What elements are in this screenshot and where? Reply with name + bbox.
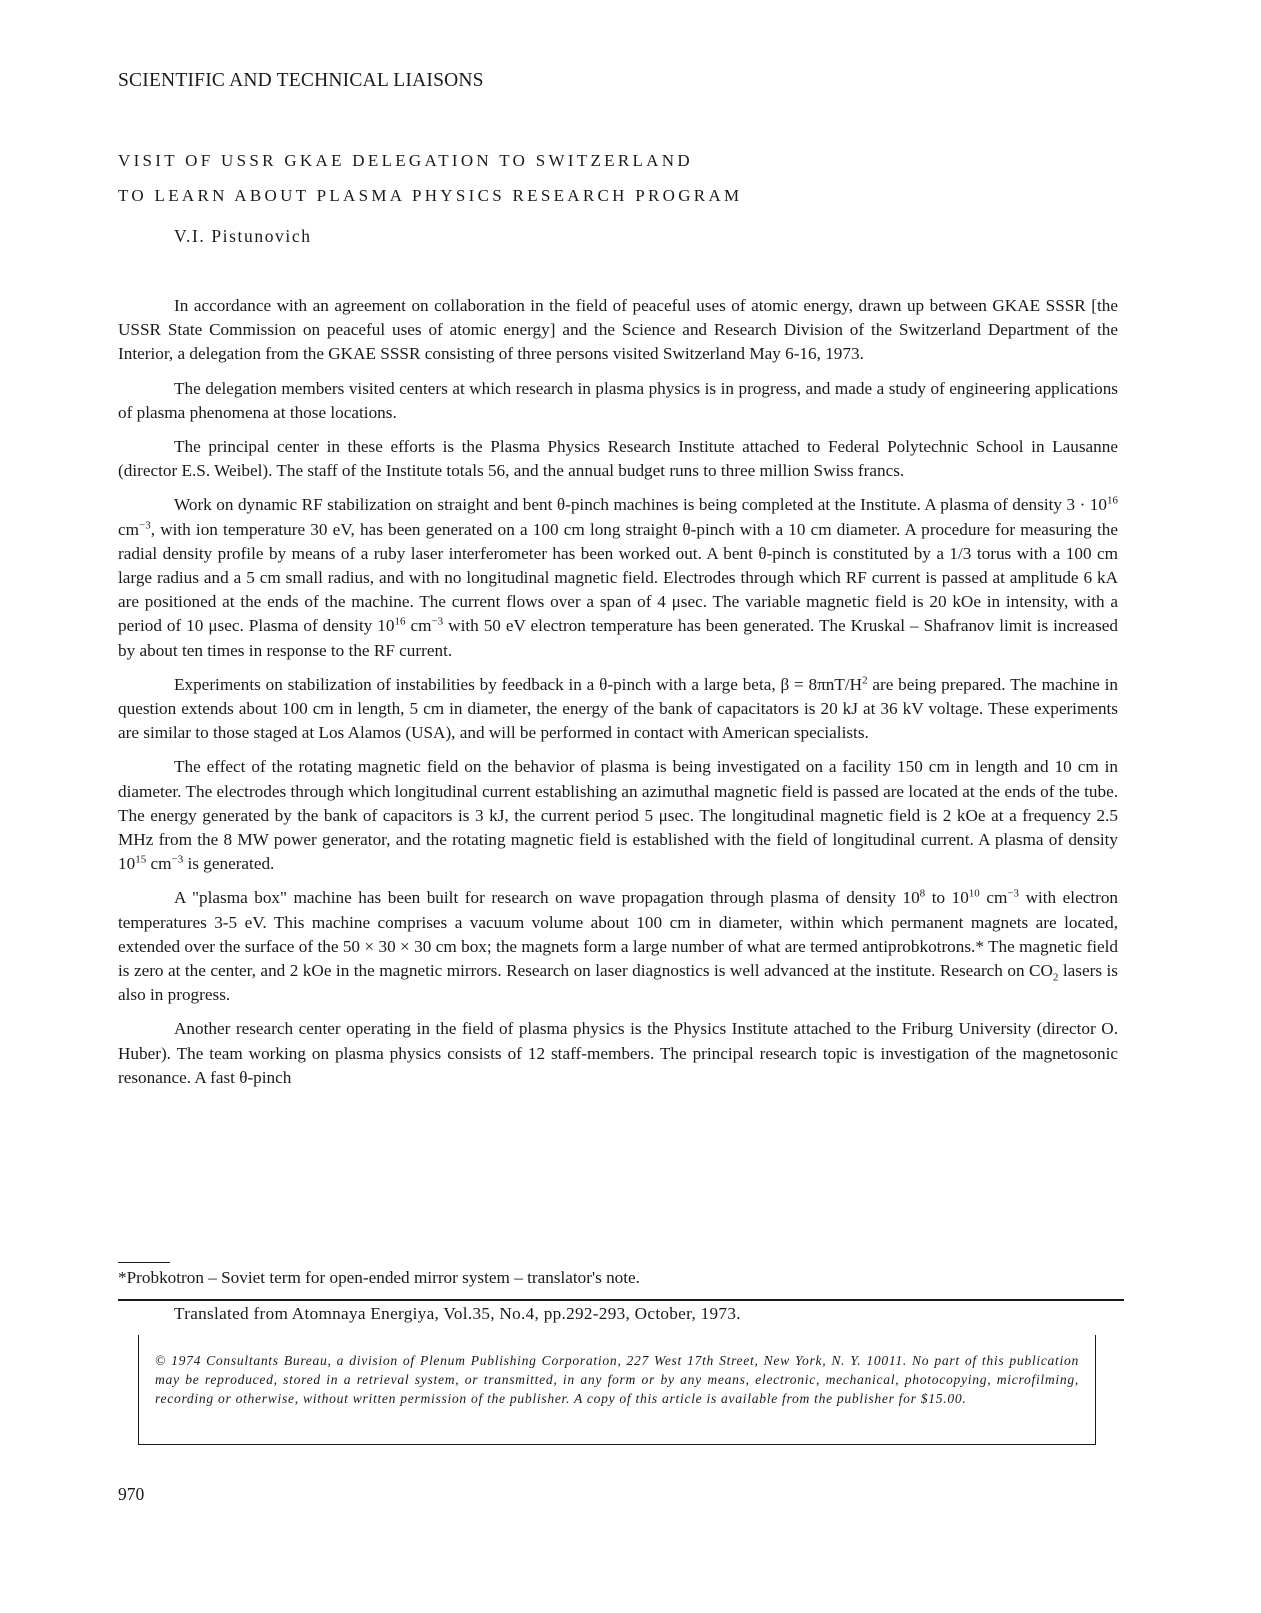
article-title-line-2: TO LEARN ABOUT PLASMA PHYSICS RESEARCH PROGRAM (118, 186, 743, 205)
section-heading: SCIENTIFIC AND TECHNICAL LIAISONS (118, 70, 484, 91)
paragraph-5: Experiments on stabilization of instabilities by feedback in a θ-pinch with a large beta, $\beta = 8\pi nT/H^2$ are being prepared. The machine in question extends about 100 cm in length, 5 cm in diameter, the energy of the bank of capacitators is 20 kJ at 36 kV voltage. These experiments are similar to those staged at Los Alamos (USA), and will be performed in contact with American specialists. (118, 674, 1118, 743)
paragraph-2: The delegation members visited centers at which research in plasma physics is in progress, and made a study of engineering applications of plasma phenomena at those locations. (118, 378, 1118, 422)
paragraph-6: The effect of the rotating magnetic field on the behavior of plasma is being investigated on a facility 150 cm in length and 10 cm in diameter. The electrodes through which longitudinal current establishing an azimuthal magnetic field is passed are located at the ends of the tube. The energy generated by the bank of capacitors is 3 kJ, the current period 5 μsec. The longitudinal magnetic field is 2 kOe at a frequency 2.5 MHz from the 8 MW power generator, and the rotating magnetic field is established with the field of longitudinal current. A plasma of density $10^{15}$ $cm^{-3}$ is generated. (118, 757, 1118, 874)
author-name: V.I. Pistunovich (174, 226, 312, 246)
copyright-box (138, 1335, 1096, 1445)
page-divider (118, 1299, 1124, 1301)
article-title (118, 143, 742, 213)
paragraph-1: In accordance with an agreement on collaboration in the field of peaceful uses of atomic energy, drawn up between GKAE SSSR [the USSR State Commission on peaceful uses of atomic energy] and the Science and Research Division of the Switzerland Department of the Interior, a delegation from the GKAE SSSR consisting of three persons visited Switzerland May 6-16, 1973. (118, 296, 1118, 364)
copyright-notice: © 1974 Consultants Bureau, a division of Plenum Publishing Corporation, 227 West 17th Street, New York, N. Y. 10011. No part of this publication may be reproduced, stored in a retrieval system, or transmitted, in any form or by any means, electronic, mechanical, photocopying, microfilming, recording or otherwise, without written permission of the publisher. A copy of this article is available from the publisher for $15.00. (155, 1353, 1079, 1406)
footnote: *Probkotron – Soviet term for open-ended mirror system – translator's note. (118, 1268, 640, 1287)
paragraph-7: A "plasma box" machine has been built for research on wave propagation through plasma of density $10^8$ to $10^{10}$ $cm^{-3}$ with electron temperatures 3-5 eV. This machine comprises a vacuum volume about 100 cm in diameter, within which permanent magnets are located, extended over the surface of the 50 × 30 × 30 cm box; the magnets form a large number of what are termed antiprobkotrons.* The magnetic field is zero at the center, and 2 kOe in the magnetic mirrors. Research on laser diagnostics is well advanced at the institute. Research on $CO_2$ lasers is also in progress. (118, 887, 1119, 1005)
translation-source: Translated from Atomnaya Energiya, Vol.35, No.4, pp.292-293, October, 1973. (174, 1304, 741, 1323)
paragraph-4: Work on dynamic RF stabilization on straight and bent θ-pinch machines is being completed at the Institute. A plasma of density $3 \cdot 10^{16}$ $cm^{-3}$, with ion temperature 30 eV, has been generated on a 100 cm long straight θ-pinch with a 10 cm diameter. A procedure for measuring the radial density profile by means of a ruby laser interferometer has been worked out. A bent θ-pinch is constituted by a 1/3 torus with a 100 cm large radius and a 5 cm small radius, and with no longitudinal magnetic field. Electrodes through which RF current is passed at amplitude 6 kA are positioned at the ends of the machine. The current flows over a span of 4 μsec. The variable magnetic field is 20 kOe in intensity, with a period of 10 μsec. Plasma of density $10^{16}$ $cm^{-3}$ with 50 eV electron temperature has been generated. The Kruskal – Shafranov limit is increased by about ten times in response to the RF current. (118, 494, 1118, 660)
paragraph-8: Another research center operating in the field of plasma physics is the Physics Institute attached to the Friburg University (director O. Huber). The team working on plasma physics consists of 12 staff-members. The principal research topic is investigation of the magnetosonic resonance. A fast θ-pinch (118, 1019, 1118, 1087)
footnote-divider (118, 1262, 170, 1263)
article-title-line-1: VISIT OF USSR GKAE DELEGATION TO SWITZERLAND (118, 151, 693, 170)
page-number: 970 (118, 1484, 145, 1504)
article-body (118, 294, 1118, 1100)
paragraph-3: The principal center in these efforts is the Plasma Physics Research Institute attached to Federal Polytechnic School in Lausanne (director E.S. Weibel). The staff of the Institute totals 56, and the annual budget runs to three million Swiss francs. (118, 437, 1118, 481)
